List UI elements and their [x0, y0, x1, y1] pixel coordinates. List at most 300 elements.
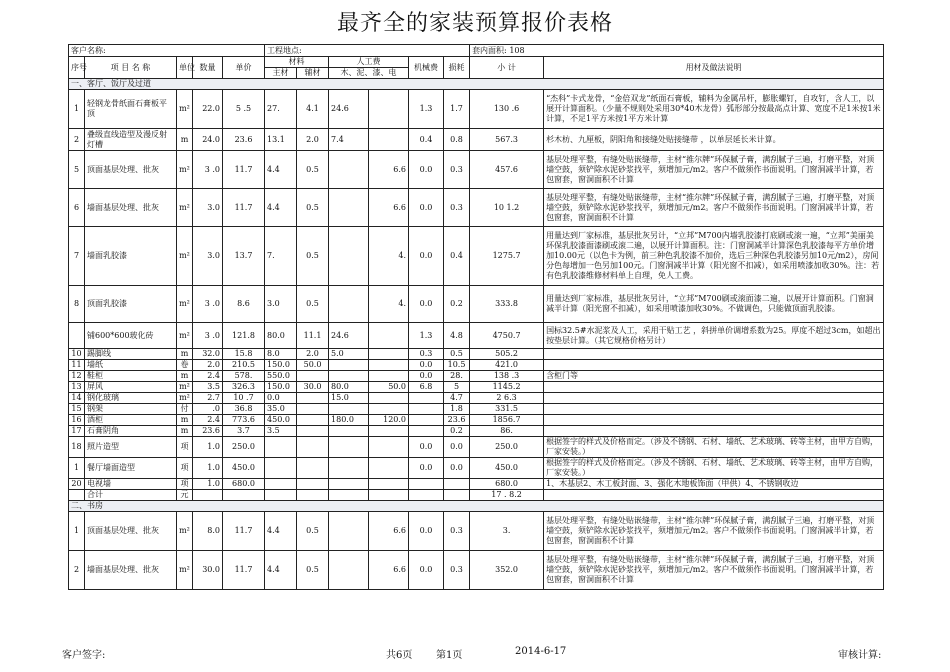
cell-row-no: 13 [69, 382, 85, 393]
cell-subtotal: 680.0 [470, 479, 544, 490]
cell-description: 国标32.5#水泥浆及人工，采用干贴工艺 ，斜拼单价调增系数为25。厚度不超过3cm，如超出按垫层计算。（其它规格价格另计） [544, 323, 884, 349]
cell-unit-price: 11.7 [223, 512, 265, 551]
cell-row-no: 14 [69, 393, 85, 404]
header-loss: 损耗 [444, 57, 470, 79]
cell-labor-cost [329, 227, 369, 286]
cell-subtotal: 4750.7 [470, 323, 544, 349]
cell-description [544, 404, 884, 415]
cell-row-no: 10 [69, 349, 85, 360]
cell-machine-cost: 0.0 [409, 551, 444, 590]
cell-unit-price: 11.7 [223, 151, 265, 189]
cell-machine-cost: 0.0 [409, 512, 444, 551]
cell-labor-cost-2 [369, 360, 409, 371]
table-row [69, 479, 884, 490]
cell-labor-cost [329, 512, 369, 551]
cell-aux-material: 0.5 [297, 227, 329, 286]
header-price: 单价 [223, 57, 265, 79]
cell-subtotal: 250.0 [470, 437, 544, 458]
cell-aux-material: 0.5 [297, 551, 329, 590]
cell-machine-cost: 0.0 [409, 371, 444, 382]
cell-quantity: 1.0 [193, 458, 223, 479]
cell-aux-material: 11.1 [297, 323, 329, 349]
cell-aux-material [297, 404, 329, 415]
cell-description [544, 490, 884, 501]
table-row [69, 349, 884, 360]
cell-unit-price: 8.6 [223, 286, 265, 323]
cell-labor-cost-2 [369, 458, 409, 479]
cell-quantity: 3 .0 [193, 151, 223, 189]
cell-item-name: 轻钢龙骨纸面石膏板平顶 [85, 90, 177, 129]
header-subtotal: 小 计 [470, 57, 544, 79]
cell-description: 杉木枋、九厘板，阴阳角和接缝处贴接缝带 ，以单层延长米计算。 [544, 129, 884, 151]
cell-labor-cost: 7.4 [329, 129, 369, 151]
cell-quantity: 8.0 [193, 512, 223, 551]
cell-aux-material [297, 458, 329, 479]
cell-unit-price: 5 .5 [223, 90, 265, 129]
cell-main-material: 4.4 [265, 551, 297, 590]
cell-machine-cost: 0.0 [409, 189, 444, 227]
table-row [69, 437, 884, 458]
cell-description [544, 360, 884, 371]
cell-loss: 0.3 [444, 189, 470, 227]
client-name-label: 客户名称: [69, 45, 265, 57]
cell-row-no: 7 [69, 227, 85, 286]
cell-quantity: .0 [193, 404, 223, 415]
cell-item-name: 铺600*600玻化砖 [85, 323, 177, 349]
cell-labor-cost [329, 151, 369, 189]
cell-labor-cost-2 [369, 437, 409, 458]
info-row [69, 45, 884, 57]
cell-unit: 项 [177, 458, 193, 479]
cell-description: 根据签字的样式及价格而定。（涉及不锈钢、石材、墙纸、艺术玻璃、砖等主材，由甲方自购，厂家安装。） [544, 458, 884, 479]
cell-subtotal: 1145.2 [470, 382, 544, 393]
cell-row-no: 5 [69, 151, 85, 189]
cell-row-no: 2 [69, 551, 85, 590]
cell-main-material: 450.0 [265, 415, 297, 426]
cell-labor-cost-2: 6.6 [369, 151, 409, 189]
cell-aux-material [297, 393, 329, 404]
cell-quantity: 3.5 [193, 382, 223, 393]
cell-labor-cost [329, 551, 369, 590]
cell-description: 基层处理平整，有缝处贴嵌缝带，主材“推尔牌”环保腻子膏，满刮腻子三遍，打磨平整，对顶墙空鼓，须铲除水泥砂浆找平，须增加元/m2。客户不做须作书面说明。门窗洞减半计算，若包窗套，窗洞面积不计算 [544, 151, 884, 189]
cell-loss: 0.3 [444, 551, 470, 590]
cell-subtotal: 450.0 [470, 458, 544, 479]
table-row [69, 426, 884, 437]
header-labor: 人工费 [329, 57, 409, 68]
cell-subtotal: 86. [470, 426, 544, 437]
cell-aux-material [297, 371, 329, 382]
budget-table [68, 44, 884, 590]
cell-subtotal: 352.0 [470, 551, 544, 590]
cell-item-name: 照片造型 [85, 437, 177, 458]
cell-subtotal: 567.3 [470, 129, 544, 151]
cell-aux-material: 0.5 [297, 286, 329, 323]
cell-item-name: 顶面乳胶漆 [85, 286, 177, 323]
cell-row-no: 12 [69, 371, 85, 382]
cell-main-material: 35.0 [265, 404, 297, 415]
cell-loss: 0.0 [444, 458, 470, 479]
cell-unit: m [177, 426, 193, 437]
cell-item-name: 合计 [85, 490, 177, 501]
cell-item-name: 钢化玻璃 [85, 393, 177, 404]
cell-unit: 项 [177, 437, 193, 458]
cell-row-no: 8 [69, 286, 85, 323]
cell-main-material: 4.4 [265, 151, 297, 189]
cell-labor-cost-2 [369, 426, 409, 437]
cell-main-material [265, 479, 297, 490]
cell-unit-price: 36.8 [223, 404, 265, 415]
table-row [69, 227, 884, 286]
cell-quantity: 1.0 [193, 437, 223, 458]
table-row [69, 90, 884, 129]
cell-row-no: 1 [69, 90, 85, 129]
table-row [69, 512, 884, 551]
cell-description: 根据签字的样式及价格而定。（涉及不锈钢、石材、墙纸、艺术玻璃、砖等主材，由甲方自购，厂家安装。） [544, 437, 884, 458]
cell-unit: m² [177, 551, 193, 590]
cell-main-material: 0.0 [265, 393, 297, 404]
cell-row-no: 2 [69, 129, 85, 151]
client-signature-label: 客户签字: [62, 650, 106, 661]
cell-labor-cost: 24.6 [329, 323, 369, 349]
cell-loss: 0.5 [444, 349, 470, 360]
cell-unit: 元 [177, 490, 193, 501]
cell-item-name: 叠级直线造型及漫反射灯槽 [85, 129, 177, 151]
cell-item-name: 墙面乳胶漆 [85, 227, 177, 286]
cell-labor-cost [329, 479, 369, 490]
area-label: 套内面积: [472, 45, 507, 55]
table-row [69, 286, 884, 323]
cell-unit: m² [177, 382, 193, 393]
cell-labor-cost-2 [369, 479, 409, 490]
cell-machine-cost [409, 404, 444, 415]
cell-aux-material [297, 415, 329, 426]
cell-unit-price: 23.6 [223, 129, 265, 151]
cell-machine-cost: 0.0 [409, 286, 444, 323]
cell-unit-price: 10 .7 [223, 393, 265, 404]
cell-subtotal: 331.5 [470, 404, 544, 415]
table-row [69, 551, 884, 590]
cell-labor-cost [329, 458, 369, 479]
cell-description [544, 415, 884, 426]
cell-labor-cost-2 [369, 90, 409, 129]
cell-labor-cost [329, 490, 369, 501]
cell-loss: 1.8 [444, 404, 470, 415]
table-row [69, 189, 884, 227]
cell-item-name: 钢架 [85, 404, 177, 415]
cell-loss: 23.6 [444, 415, 470, 426]
cell-description: 1、木基层2、木工板封面、3、强化木地板饰面（甲供）4、不锈钢收边 [544, 479, 884, 490]
area-cell [470, 45, 884, 57]
header-item: 项 目 名 称 [85, 57, 177, 79]
cell-aux-material: 4.1 [297, 90, 329, 129]
cell-labor-cost-2: 6.6 [369, 189, 409, 227]
cell-labor-cost: 15.0 [329, 393, 369, 404]
table-row [69, 458, 884, 479]
cell-subtotal: 130 .6 [470, 90, 544, 129]
cell-description: 基层处理平整，有缝处贴嵌缝带，主材“推尔牌”环保腻子膏，满刮腻子三遍，打磨平整，对顶墙空鼓，须铲除水泥砂浆找平，须增加元/m2。客户不做须作书面说明。门窗洞减半计算，若包窗套，窗洞面积不计算 [544, 189, 884, 227]
cell-description [544, 382, 884, 393]
cell-quantity: 3 .0 [193, 323, 223, 349]
cell-labor-cost-2: 6.6 [369, 512, 409, 551]
cell-main-material: 27. [265, 90, 297, 129]
cell-unit: m² [177, 323, 193, 349]
cell-description: 基层处理平整，有缝处贴嵌缝带，主材“推尔牌”环保腻子膏，满刮腻子三遍，打磨平整，对顶墙空鼓，须铲除水泥砂浆找平，须增加元/m2。客户不做须作书面说明。门窗洞减半计算，若包窗套，窗洞面积不计算 [544, 512, 884, 551]
cell-subtotal: 457.6 [470, 151, 544, 189]
cell-loss: 0.2 [444, 426, 470, 437]
cell-loss: 0.0 [444, 437, 470, 458]
cell-machine-cost [409, 393, 444, 404]
cell-loss: 0.4 [444, 227, 470, 286]
cell-unit-price: 250.0 [223, 437, 265, 458]
cell-unit: 卷 [177, 360, 193, 371]
cell-labor-cost [329, 286, 369, 323]
cell-unit-price: 578. [223, 371, 265, 382]
header-unit: 单位 [177, 57, 193, 79]
cell-main-material: 80.0 [265, 323, 297, 349]
cell-main-material: 8.0 [265, 349, 297, 360]
cell-machine-cost: 0.3 [409, 349, 444, 360]
cell-subtotal: 1275.7 [470, 227, 544, 286]
cell-quantity: 22.0 [193, 90, 223, 129]
cell-unit: m² [177, 189, 193, 227]
cell-main-material: 3.5 [265, 426, 297, 437]
table-row [69, 129, 884, 151]
cell-labor-cost-2: 120.0 [369, 415, 409, 426]
cell-labor-cost [329, 371, 369, 382]
cell-main-material: 150.0 [265, 360, 297, 371]
area-value: 108 [509, 45, 525, 55]
cell-item-name: 踢脚线 [85, 349, 177, 360]
cell-main-material: 4.4 [265, 189, 297, 227]
cell-unit: m² [177, 227, 193, 286]
cell-unit: 项 [177, 479, 193, 490]
header-desc: 用材及做法说明 [544, 57, 884, 79]
cell-unit-price: 773.6 [223, 415, 265, 426]
cell-aux-material: 50.0 [297, 360, 329, 371]
table-row [69, 490, 884, 501]
site-label: 工程地点: [265, 45, 470, 57]
section-row [69, 79, 884, 90]
cell-unit: 付 [177, 404, 193, 415]
header-material: 材料 [265, 57, 329, 68]
cell-aux-material: 0.5 [297, 512, 329, 551]
cell-aux-material: 0.5 [297, 189, 329, 227]
cell-loss: 4.8 [444, 323, 470, 349]
cell-machine-cost: 0.4 [409, 129, 444, 151]
cell-main-material: 4.4 [265, 512, 297, 551]
cell-quantity: 30.0 [193, 551, 223, 590]
cell-machine-cost [409, 426, 444, 437]
cell-main-material [265, 458, 297, 479]
cell-unit-price: 11.7 [223, 189, 265, 227]
cell-machine-cost: 0.0 [409, 151, 444, 189]
cell-item-name: 顶面基层处理、批灰 [85, 151, 177, 189]
cell-unit: m² [177, 90, 193, 129]
cell-subtotal: 138 .3 [470, 371, 544, 382]
cell-aux-material: 0.5 [297, 151, 329, 189]
cell-aux-material [297, 437, 329, 458]
cell-machine-cost: 1.3 [409, 90, 444, 129]
cell-aux-material [297, 426, 329, 437]
cell-main-material: 13.1 [265, 129, 297, 151]
cell-item-name: 屏风 [85, 382, 177, 393]
cell-row-no: 1 [69, 512, 85, 551]
cell-quantity: 1.0 [193, 479, 223, 490]
header-qty: 数量 [193, 57, 223, 79]
cell-labor-cost-2 [369, 490, 409, 501]
cell-labor-cost: 80.0 [329, 382, 369, 393]
page-number: 第1页 [436, 650, 463, 661]
cell-labor-cost [329, 189, 369, 227]
cell-quantity [193, 490, 223, 501]
cell-unit: m [177, 129, 193, 151]
cell-unit-price: 3.7 [223, 426, 265, 437]
cell-unit-price: 121.8 [223, 323, 265, 349]
cell-main-material [265, 437, 297, 458]
cell-machine-cost: 6.8 [409, 382, 444, 393]
cell-labor-cost: 5.0 [329, 349, 369, 360]
table-row [69, 382, 884, 393]
cell-subtotal: 505.2 [470, 349, 544, 360]
cell-machine-cost: 0.0 [409, 227, 444, 286]
cell-quantity: 2.0 [193, 360, 223, 371]
cell-unit: m [177, 349, 193, 360]
cell-quantity: 2.7 [193, 393, 223, 404]
cell-description: “杰科”卡式龙骨，“金倍双龙”纸面石膏板，辅料为金属吊杆，膨胀螺钉，自攻钉，含人工，以展开计算面积。（少量不规则处采用30*40木龙骨）弧形部分按最高点计算、宽度不足1米按1米计算，不足1平方米按1平方米计算 [544, 90, 884, 129]
cell-unit-price: 210.5 [223, 360, 265, 371]
cell-description [544, 426, 884, 437]
cell-quantity: 2.4 [193, 371, 223, 382]
cell-description [544, 393, 884, 404]
cell-subtotal: 3. [470, 512, 544, 551]
cell-unit-price: 15.8 [223, 349, 265, 360]
cell-labor-cost-2 [369, 404, 409, 415]
cell-unit-price: 450.0 [223, 458, 265, 479]
cell-unit-price [223, 490, 265, 501]
cell-quantity: 24.0 [193, 129, 223, 151]
table-row [69, 151, 884, 189]
cell-description: 用量达到厂家标准，基层批灰另计，“立邦”M700刷或滚面漆二遍，以展开计算面积。门窗洞减半计算（阳光窗不扣减），如采用喷漆加收30%。不做调色，只能做顶面乳胶漆。 [544, 286, 884, 323]
cell-loss: 0.3 [444, 512, 470, 551]
cell-labor-cost [329, 437, 369, 458]
cell-item-name: 餐厅墙面造型 [85, 458, 177, 479]
cell-aux-material [297, 490, 329, 501]
cell-labor-cost-2 [369, 129, 409, 151]
table-row [69, 393, 884, 404]
cell-labor-cost-2 [369, 393, 409, 404]
header-machine: 机械费 [409, 57, 444, 79]
cell-item-name: 电视墙 [85, 479, 177, 490]
cell-row-no [69, 323, 85, 349]
header-aux-material: 辅材 [297, 68, 329, 79]
cell-aux-material: 2.0 [297, 349, 329, 360]
cell-subtotal: 2 6.3 [470, 393, 544, 404]
cell-labor-cost-2: 6.6 [369, 551, 409, 590]
cell-main-material: 550.0 [265, 371, 297, 382]
cell-unit: m² [177, 286, 193, 323]
cell-loss: 4.7 [444, 393, 470, 404]
cell-labor-cost-2: 50.0 [369, 382, 409, 393]
cell-item-name: 鞋柜 [85, 371, 177, 382]
cell-row-no: 17 [69, 426, 85, 437]
cell-item-name: 墙纸 [85, 360, 177, 371]
cell-quantity: 3 .0 [193, 286, 223, 323]
cell-machine-cost [409, 490, 444, 501]
cell-machine-cost: 0.0 [409, 458, 444, 479]
cell-loss: 0.2 [444, 286, 470, 323]
cell-subtotal: 1856.7 [470, 415, 544, 426]
cell-machine-cost [409, 479, 444, 490]
cell-loss: 10.5 [444, 360, 470, 371]
cell-row-no: 6 [69, 189, 85, 227]
header-labor-sub: 木、泥、漆、电 [329, 68, 409, 79]
cell-machine-cost: 1.3 [409, 323, 444, 349]
cell-unit-price: 326.3 [223, 382, 265, 393]
cell-subtotal: 10 1.2 [470, 189, 544, 227]
header-row-1 [69, 57, 884, 68]
cell-labor-cost-2: 4. [369, 286, 409, 323]
cell-machine-cost [409, 415, 444, 426]
cell-description: 用量达到厂家标准，基层批灰另计，“立邦”M700内墙乳胶漆打底刷或滚一遍，“立邦”美丽美环保乳胶漆面漆刷或滚二遍，以展开计算面积。注：门窗洞减半计算深色乳胶漆每平方单价增加10.00元（以色卡为例，前三种色乳胶漆不加价，选后三种深色乳胶漆另加10元/m2），房间分色每增加一色另加100元。门窗洞减半计算（阳光窗不扣减），如采用喷漆加收30%。注：若有色乳胶漆维修材料单上自理，免人工费。 [544, 227, 884, 286]
table-row [69, 323, 884, 349]
cell-aux-material: 2.0 [297, 129, 329, 151]
cell-labor-cost: 24.6 [329, 90, 369, 129]
cell-row-no: 11 [69, 360, 85, 371]
cell-loss: 5 [444, 382, 470, 393]
table-row [69, 371, 884, 382]
cell-labor-cost-2: 4. [369, 227, 409, 286]
document-date: 2014-6-17 [515, 646, 567, 657]
cell-row-no: 15 [69, 404, 85, 415]
cell-subtotal: 333.8 [470, 286, 544, 323]
cell-item-name: 顶面基层处理、批灰 [85, 512, 177, 551]
cell-labor-cost [329, 360, 369, 371]
table-row [69, 415, 884, 426]
cell-unit: m² [177, 151, 193, 189]
cell-item-name: 墙面基层处理、批灰 [85, 551, 177, 590]
cell-machine-cost: 0.0 [409, 437, 444, 458]
cell-loss: 1.7 [444, 90, 470, 129]
cell-item-name: 墙面基层处理、批灰 [85, 189, 177, 227]
cell-loss [444, 479, 470, 490]
cell-main-material: 150.0 [265, 382, 297, 393]
cell-row-no: 16 [69, 415, 85, 426]
cell-labor-cost [329, 426, 369, 437]
section-row [69, 501, 884, 512]
cell-loss [444, 490, 470, 501]
cell-row-no: 20 [69, 479, 85, 490]
cell-main-material [265, 490, 297, 501]
cell-loss: 0.3 [444, 151, 470, 189]
header-no: 序号 [69, 57, 85, 79]
section-title: 二、书房 [69, 501, 884, 512]
cell-item-name: 酒柜 [85, 415, 177, 426]
cell-description: 基层处理平整，有缝处贴嵌缝带，主材“推尔牌”环保腻子膏，满刮腻子三遍，打磨平整，对顶墙空鼓，须铲除水泥砂浆找平，须增加元/m2。客户不做须作书面说明。门窗洞减半计算，若包窗套，窗洞面积不计算 [544, 551, 884, 590]
cell-row-no: 18 [69, 437, 85, 458]
cell-quantity: 3.0 [193, 227, 223, 286]
table-row [69, 404, 884, 415]
cell-aux-material: 30.0 [297, 382, 329, 393]
cell-loss: 0.8 [444, 129, 470, 151]
cell-subtotal: 421.0 [470, 360, 544, 371]
cell-item-name: 石膏阴角 [85, 426, 177, 437]
cell-subtotal: 17 . 8.2 [470, 490, 544, 501]
cell-unit-price: 11.7 [223, 551, 265, 590]
cell-quantity: 3.0 [193, 189, 223, 227]
cell-unit: m² [177, 512, 193, 551]
cell-quantity: 23.6 [193, 426, 223, 437]
cell-machine-cost: 0.0 [409, 360, 444, 371]
